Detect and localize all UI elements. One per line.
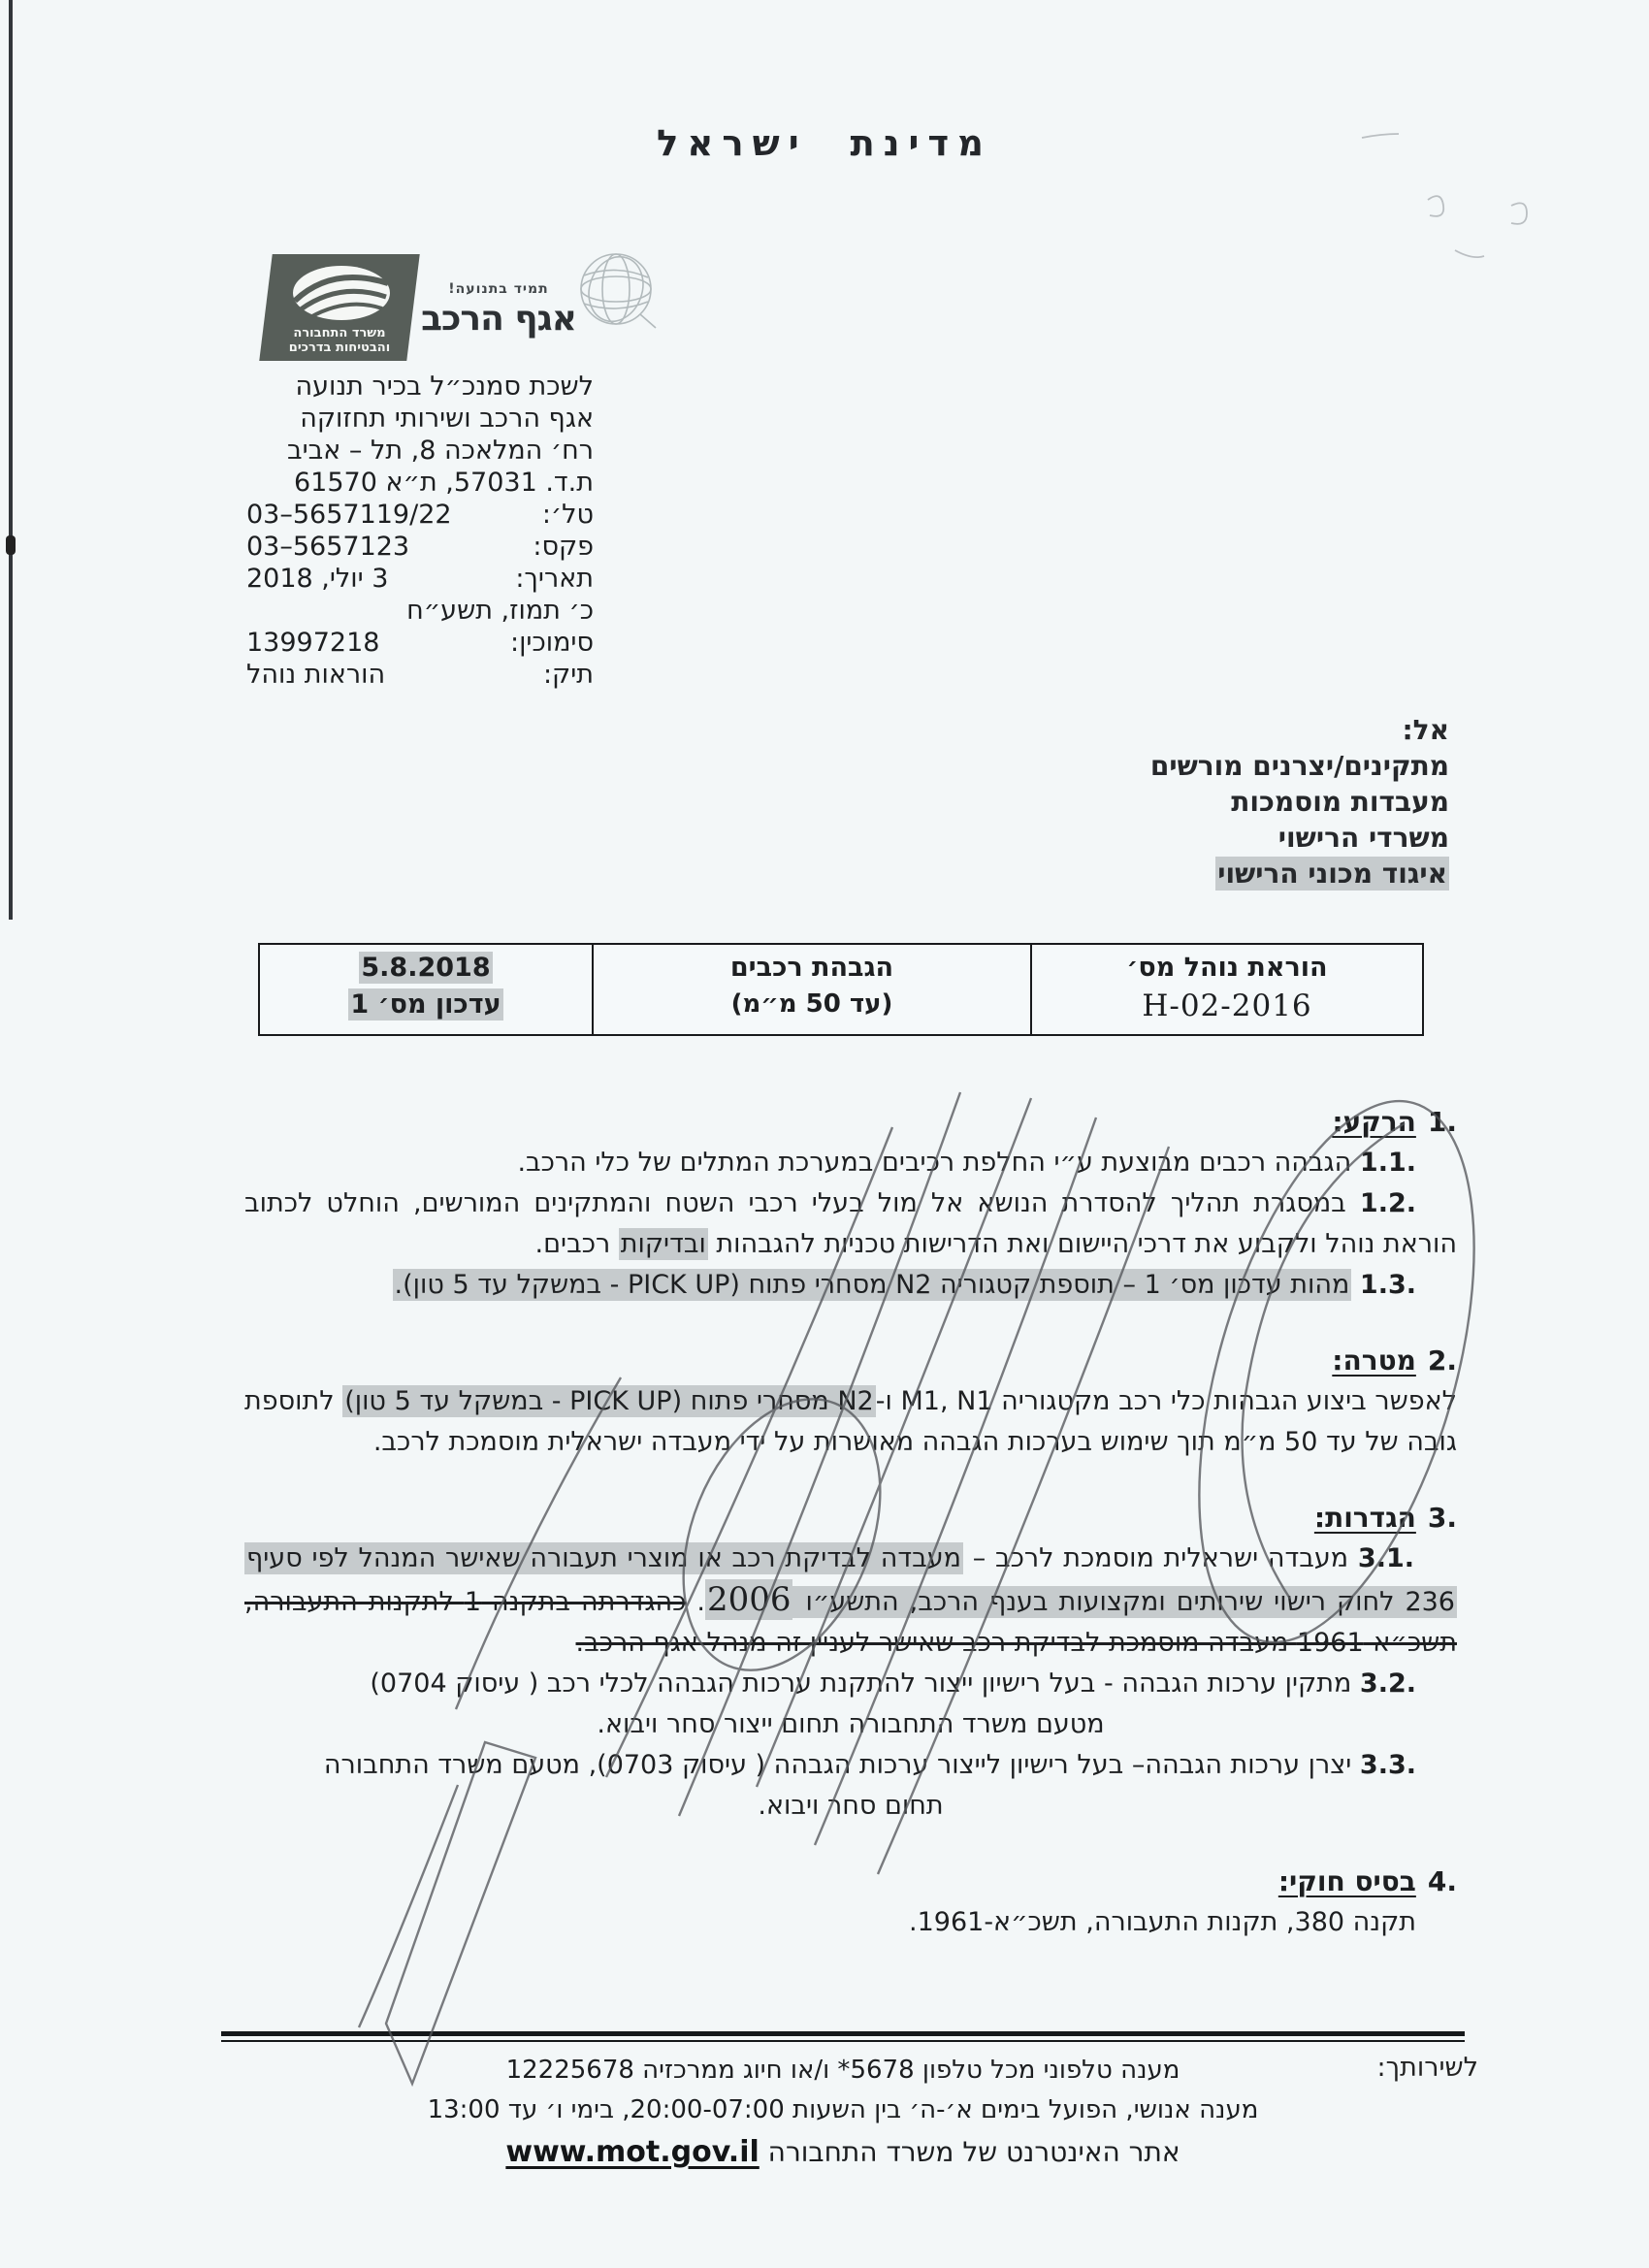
clause-3-3-continuation: תחום סחר ויבוא.	[758, 1791, 944, 1821]
letterhead-contact-block	[246, 371, 594, 691]
footer-double-rule	[221, 2031, 1465, 2042]
file-row	[246, 659, 594, 691]
table-cell-procedure-number	[1030, 945, 1422, 1034]
section-legal-basis	[244, 1862, 1457, 1943]
footer-phone-line: מענה טלפוני מכל טלפון 5678* ו/או חיוג ממרכזיה 12225678	[505, 2056, 1180, 2085]
hebrew-date: כ׳ תמוז, תשע״ח	[406, 596, 594, 626]
clause-3-1: 3.1. מעבדה ישראלית מוסמכת לרכב – מעבדה לבדיקת רכב או מוצרי תעבורה שאישר המנהל לפי סעיף 236 לחוק רישוי שירותים ומקצועות בענף הרכב, התשע״ו 2006. כהגדרתה בתקנה 1 לתקנות התעבורה, תשכ״א-1961 מעבדה מוסמכת לבדיקת רכב שאישר לעניין זה מנהל אגף הרכב.	[244, 1543, 1457, 1658]
section-title: בסיס חוקי:	[1277, 1865, 1416, 1897]
recipient-item: מעבדות מוסמכות	[1231, 786, 1449, 818]
recipient-item-highlighted: איגוד מכוני הרישוי	[1217, 858, 1447, 890]
reference-value: 13997218	[246, 628, 380, 658]
clause-3-3: 3.3. יצרן ערכות הגבהה– בעל רישיון לייצור ערכות הגבהה ( עיסוק 0703), מטעם משרד התחבורה תחום סחר ויבוא.	[244, 1745, 1457, 1827]
section-number: 3.	[1427, 1502, 1457, 1534]
address-line1: רח׳ המלאכה 8, תל – אביב	[287, 436, 594, 466]
footer-hours-line: מענה אנושי, הפועל בימים א׳-ה׳ בין השעות 20:00-07:00, בימי ו׳ עד 13:00	[427, 2095, 1259, 2124]
logo-division-name: אגף הרכב	[421, 299, 576, 339]
update-number: עדכון מס׳ 1	[350, 989, 501, 1020]
table-cell-subject	[592, 945, 1030, 1034]
office-line2: אגף הרכב ושירותי תחזוקה	[300, 404, 594, 434]
section-title: מטרה:	[1332, 1345, 1416, 1377]
recipient-item: משרדי הרישוי	[1277, 822, 1449, 854]
file-value: הוראות נוהל	[246, 660, 386, 690]
reference-row	[246, 627, 594, 659]
footer-website-prefix: אתר האינטרנט של משרד התחבורה	[759, 2136, 1180, 2168]
footer-website-line	[221, 2132, 1465, 2172]
section-heading	[244, 1498, 1457, 1539]
section-purpose	[244, 1341, 1457, 1463]
update-date: 5.8.2018	[361, 953, 491, 983]
clause-1-3: 1.3. מהות עדכון מס׳ 1 – תוספת קטגוריה N2 מסחרי פתוח (PICK UP - במשקל עד 5 טון).	[394, 1270, 1416, 1300]
logo-wordmark	[417, 281, 580, 339]
procedure-number-label: הוראת נוהל מס׳	[1126, 953, 1328, 983]
scan-edge-blob	[6, 535, 16, 555]
page-title: מדינת ישראל	[657, 122, 992, 164]
section-background	[244, 1102, 1457, 1306]
section-heading	[244, 1102, 1457, 1143]
fax-label: פקס:	[533, 532, 594, 562]
recipient-item: מתקינים/יצרנים מורשים	[1149, 750, 1449, 782]
logo-dark-box-content	[266, 254, 413, 361]
clause-1-1: 1.1. הגבהה רכבים מבוצעת ע״י החלפת רכיבים במערכת המתלים של כלי הרכב.	[517, 1148, 1416, 1178]
section-definitions	[244, 1498, 1457, 1827]
office-line1: לשכת סמנכ״ל בכיר תנועה	[295, 372, 594, 402]
footer-service-label: לשירותך:	[1376, 2053, 1478, 2083]
subject-title: הגבהת רכבים	[729, 953, 894, 983]
ministry-website-link[interactable]: www.mot.gov.il	[505, 2135, 760, 2169]
phone-label: טל׳:	[541, 500, 594, 530]
purpose-paragraph: לאפשר ביצוע הגבהות כלי רכב מקטגוריה M1, N1 ו-N2 מסחרי פתוח (PICK UP - במשקל עד 5 טון) לתוספת גובה של עד 50 מ״מ תוך שימוש בערכות הגבהה מאושרות על ידי מעבדה ישראלית מוסמכת לרכב.	[244, 1386, 1458, 1457]
section-number: 1.	[1427, 1106, 1457, 1138]
recipients-block	[1150, 712, 1449, 891]
logo-tagline: תמיד בתנועה!	[448, 281, 549, 297]
procedure-header-table	[258, 943, 1424, 1036]
fax-row	[246, 531, 594, 563]
fax-value: 03–5657123	[246, 532, 410, 562]
table-cell-update	[260, 945, 592, 1034]
section-heading	[244, 1341, 1457, 1381]
clause-3-2: 3.2. מתקין ערכות הגבהה - בעל רישיון ייצור להתקנת ערכות הגבהה לכלי רכב ( עיסוק 0704) מטעם משרד התחבורה תחום ייצור סחר ויבוא.	[244, 1664, 1457, 1745]
logo-ministry-line2: והבטיחות בדרכים	[288, 340, 391, 355]
document-body	[244, 1102, 1457, 1943]
globe-swoosh-icon	[281, 258, 402, 328]
date-value: 3 יולי, 2018	[246, 564, 389, 594]
procedure-number-value: H-02-2016	[1142, 988, 1312, 1023]
section-number: 2.	[1427, 1345, 1457, 1377]
phone-row	[246, 499, 594, 531]
footer-block	[221, 2051, 1465, 2172]
section-heading	[244, 1862, 1457, 1902]
section-title: הרקע:	[1332, 1106, 1416, 1138]
legal-basis-paragraph: תקנה 380, תקנות התעבורה, תשכ״א-1961.	[909, 1907, 1416, 1937]
logo-ministry-line1: משרד התחבורה	[293, 326, 386, 340]
date-label: תאריך:	[515, 564, 594, 594]
clause-3-2-continuation: מטעם משרד התחבורה תחום ייצור סחר ויבוא.	[597, 1709, 1105, 1739]
wireframe-globe-icon	[563, 250, 669, 334]
phone-value: 03–5657119/22	[246, 500, 452, 530]
section-title: הגדרות:	[1313, 1502, 1416, 1534]
recipients-label: אל:	[1402, 714, 1449, 746]
address-line2: ת.ד. 57031, ת״א 61570	[294, 468, 594, 498]
clause-1-2: 1.2. במסגרת תהליך להסדרת הנושא אל מול בעלי רכבי השטח והמתקינים המורשים, הוחלט לכתוב הוראת נוהל ולקבוע את דרכי היישום ואת הדרישות טכניות להגבהות ובדיקות רכבים.	[244, 1188, 1457, 1259]
reference-label: סימוכין:	[509, 628, 594, 658]
section-number: 4.	[1427, 1865, 1457, 1897]
subject-subtitle: (עד 50 מ״מ)	[730, 989, 893, 1019]
logo-ministry-text	[266, 326, 413, 355]
ministry-logo	[260, 250, 658, 367]
date-row	[246, 563, 594, 595]
file-label: תיק:	[542, 660, 594, 690]
